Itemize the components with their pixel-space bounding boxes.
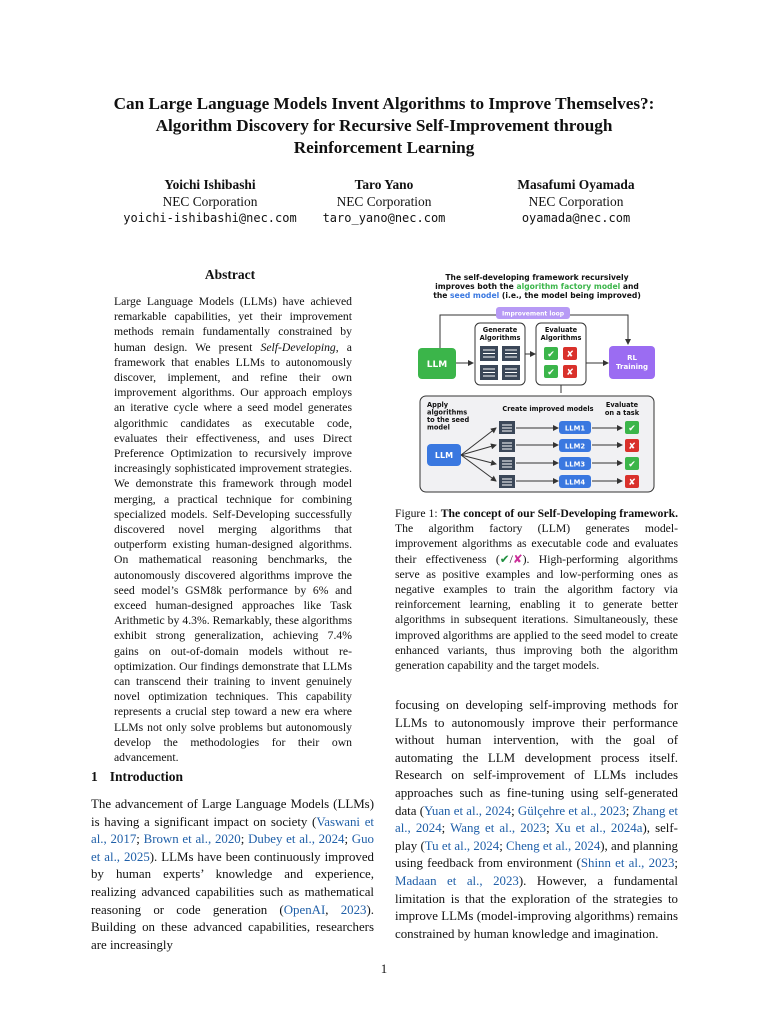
- evaluate-label-2: Algorithms: [540, 334, 582, 342]
- evaluate-task-label-1: Evaluate: [605, 401, 639, 409]
- code-doc-icon: [502, 346, 520, 361]
- svg-text:✔: ✔: [547, 350, 555, 360]
- llm-variant-label: LLM3: [564, 460, 586, 469]
- title-line-2: Algorithm Discovery for Recursive Self-Improvement through: [155, 116, 613, 135]
- body-text: ;: [240, 832, 249, 847]
- citation-link[interactable]: Dubey et al., 2024: [248, 832, 345, 847]
- figure-title-line-1: The self-developing framework recursively: [445, 273, 629, 282]
- body-text: ). Building on these advanced capabilities, researchers are increasingly: [91, 902, 374, 952]
- abstract-body: [114, 294, 352, 765]
- body-text: ). However, a fundamental limitation is that the exploration of the strategies to improve LLMs (model-improving algorithms) remains constrained by human knowledge and imagination.: [395, 873, 678, 941]
- code-doc-icon: [480, 365, 498, 380]
- author-email: yoichi-ishibashi@nec.com: [123, 211, 297, 225]
- author-email: oyamada@nec.com: [521, 211, 631, 225]
- section-number: 1: [91, 769, 98, 784]
- seed-llm-label: LLM: [434, 451, 454, 460]
- author-block: [486, 177, 666, 227]
- generate-label-1: Generate: [482, 326, 518, 334]
- citation-link[interactable]: Brown et al., 2020: [143, 832, 241, 847]
- title-line-1: Can Large Language Models Invent Algorithms to Improve Themselves?:: [113, 94, 655, 113]
- evaluate-task-label-2: on a task: [604, 409, 640, 417]
- citation-link[interactable]: Xu et al., 2024a: [554, 821, 643, 836]
- svg-text:✘: ✘: [566, 350, 574, 360]
- body-text: focusing on developing self-improving methods for LLMs to autonomously improve their performance without human intervention, with the goal of automating the LLM development process itself. Research on self-improvement of LLMs includes approaches such as fine-tuning using self-generated data (: [395, 698, 678, 818]
- body-text: ,: [325, 902, 341, 917]
- svg-text:✔: ✔: [547, 368, 555, 378]
- intro-paragraph: [91, 796, 374, 954]
- title-line-3: Reinforcement Learning: [293, 138, 475, 157]
- body-text: ), and planning using feedback from environment (: [395, 838, 678, 871]
- svg-text:✘: ✘: [566, 368, 574, 378]
- page-number: 1: [380, 962, 388, 976]
- evaluate-label-1: Evaluate: [544, 326, 578, 334]
- citation-link[interactable]: Wang et al., 2023: [450, 821, 547, 836]
- svg-text:✔: ✔: [628, 460, 636, 470]
- right-column-paragraph: [395, 697, 678, 943]
- abstract-text: Large Language Models (LLMs) have achieved remarkable capabilities, yet their improvement methods remain fundamentally constrained by human design. We present: [114, 295, 352, 354]
- caption-slash: /: [509, 552, 513, 566]
- citation-link[interactable]: Guo et al., 2025: [91, 832, 374, 864]
- code-doc-icon: [480, 346, 498, 361]
- code-doc-icon: [502, 365, 520, 380]
- section-heading: [91, 769, 195, 785]
- figure-caption: [395, 506, 678, 673]
- rl-label-1: RL: [627, 354, 637, 362]
- author-affiliation: NEC Corporation: [528, 193, 624, 209]
- abstract-heading: Abstract: [204, 267, 256, 282]
- body-text: ;: [344, 832, 352, 847]
- generate-label-2: Algorithms: [479, 334, 521, 342]
- body-text: ;: [511, 803, 518, 818]
- apply-label-2: algorithms: [427, 408, 468, 417]
- citation-link[interactable]: 2023: [340, 902, 367, 917]
- author-block: [120, 177, 300, 227]
- body-text: ), self-play (: [395, 821, 678, 853]
- author-block: [294, 177, 474, 227]
- author-name: Masafumi Oyamada: [517, 177, 635, 192]
- apply-label-3: to the seed: [427, 416, 470, 424]
- create-improved-label: Create improved models: [502, 405, 594, 413]
- author-email: taro_yano@nec.com: [322, 211, 446, 225]
- citation-link[interactable]: Gülçehre et al., 2023: [517, 803, 626, 818]
- cross-icon: ✘: [512, 551, 523, 566]
- citation-link[interactable]: OpenAI: [283, 902, 326, 917]
- caption-label: Figure 1:: [395, 507, 441, 520]
- rl-label-2: Training: [616, 363, 648, 371]
- author-name: Taro Yano: [354, 177, 414, 192]
- improvement-loop-label: Improvement loop: [502, 310, 564, 318]
- citation-link[interactable]: Tu et al., 2024: [424, 838, 500, 853]
- figure-title-line-3: the seed model (i.e., the model being improved): [433, 291, 641, 300]
- section-title: Introduction: [109, 769, 184, 784]
- body-text: ;: [625, 803, 633, 818]
- framework-diagram: [412, 268, 662, 498]
- body-text: The advancement of Large Language Models (LLMs) is having a significant impact on society (: [91, 797, 374, 829]
- figure-1: [412, 268, 662, 498]
- svg-text:✔: ✔: [628, 424, 636, 434]
- citation-link[interactable]: Cheng et al., 2024: [506, 838, 601, 853]
- body-text: ;: [546, 821, 555, 836]
- author-affiliation: NEC Corporation: [162, 193, 258, 209]
- code-doc-icon: [499, 439, 515, 452]
- body-text: ;: [499, 838, 507, 853]
- body-text: ;: [136, 832, 144, 847]
- paper-title: [60, 93, 708, 159]
- author-name: Yoichi Ishibashi: [164, 177, 256, 192]
- caption-text: ). High-performing algorithms serve as positive examples and low-performing ones as negative examples to train the algorithm factory via reinforcement learning, enabling it to generate better algorithms in subsequent iterations. Simultaneously, these improved algorithms are applied to the seed model to create enhanced variants, thus improving both the algorithm generation capability and the target models.: [395, 552, 678, 673]
- figure-title-line-2: improves both the algorithm factory model and: [435, 282, 639, 291]
- code-doc-icon: [499, 457, 515, 470]
- caption-bold: The concept of our Self-Developing framework.: [440, 507, 679, 520]
- svg-text:✘: ✘: [628, 442, 636, 452]
- llm-variant-label: LLM4: [564, 478, 586, 487]
- llm-factory-label: LLM: [426, 360, 448, 370]
- check-icon: ✔: [499, 551, 510, 566]
- body-text: ;: [441, 821, 451, 836]
- abstract-text: , a framework that enables LLMs to autonomously discover, implement, and refine their own improvement algorithms. Our approach employs an iterative cycle where a seed model generates algorithmic candidates as executable code, evaluates their effectiveness, and uses Direct Preference Optimization to recursively improve increasingly sophisticated improvement strategies. We demonstrate this framework through model merging, a practical technique for combining specialized models. Self-Developing successfully discovered novel merging algorithms that outperform existing human-designed algorithms. On mathematical reasoning benchmarks, the autonomously discovered algorithms improve the seed model’s GSM8k performance by 6% and exceed human-designed approaches like Task Arithmetic by 4.3%. Remarkably, these algorithms exhibit strong generalization, achieving 7.4% gains on out-of-domain models without re-optimization. Our findings demonstrate that LLMs can transcend their training to invent genuinely novel optimization techniques. This capability represents a crucial step toward a new era where LLMs not only solve problems but autonomously develop the methodologies for their own advancement.: [114, 340, 352, 765]
- caption-text: The algorithm factory (LLM) generates model-improvement algorithms as executable code and evaluates their effectiveness (: [395, 522, 678, 566]
- apply-label-4: model: [427, 423, 450, 432]
- citation-link[interactable]: Zhang et al., 2024: [395, 803, 678, 836]
- citation-link[interactable]: Madaan et al., 2023: [395, 873, 519, 888]
- framework-name: Self-Developing: [260, 340, 336, 354]
- svg-text:✘: ✘: [628, 478, 636, 488]
- body-text: ;: [674, 856, 678, 871]
- citation-link[interactable]: Shinn et al., 2023: [580, 856, 675, 871]
- apply-label-1: Apply: [427, 401, 449, 409]
- body-text: ). LLMs have been continuously improved by human experts’ knowledge and experience, realizing advanced capabilities such as mathematical reasoning or code generation (: [91, 849, 374, 917]
- llm-variant-label: LLM2: [564, 442, 586, 451]
- llm-variant-label: LLM1: [564, 424, 586, 433]
- code-doc-icon: [499, 475, 515, 488]
- code-doc-icon: [499, 421, 515, 434]
- citation-link[interactable]: Vaswani et al., 2017: [91, 814, 374, 847]
- author-affiliation: NEC Corporation: [336, 193, 432, 209]
- citation-link[interactable]: Yuan et al., 2024: [424, 803, 512, 818]
